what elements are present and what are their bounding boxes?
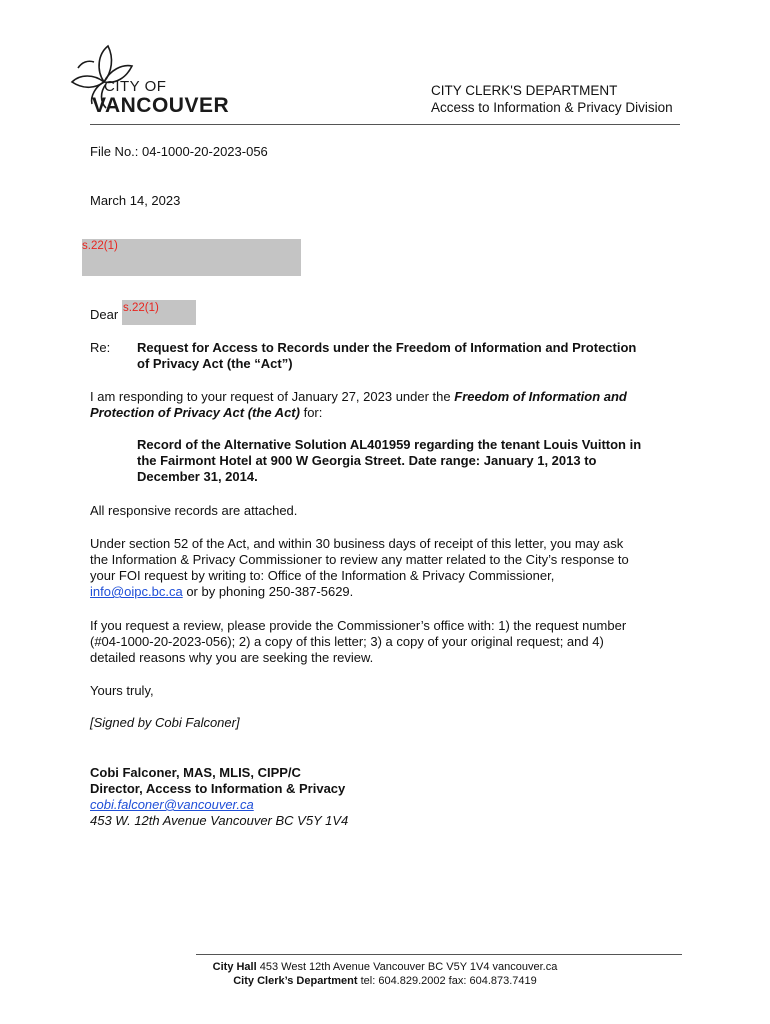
footer-city-hall: City Hall (212, 961, 257, 973)
section-52-paragraph (90, 536, 684, 600)
footer-contact: tel: 604.829.2002 fax: 604.873.7419 (357, 975, 537, 987)
request-description (137, 437, 683, 485)
signed-note: [Signed by Cobi Falconer] (90, 715, 240, 730)
footer-divider (196, 954, 682, 955)
redaction-label-name: s.22(1) (123, 302, 159, 314)
subject-line-1: Request for Access to Records under the Freedom of Information and Protection (137, 340, 637, 355)
request-line-3: December 31, 2014. (137, 469, 258, 484)
section-52-line-3: your FOI request by writing to: Office of the Information & Privacy Commissioner, (90, 568, 555, 583)
division-name: Access to Information & Privacy Division (431, 100, 673, 115)
city-of-vancouver-logo (66, 42, 246, 118)
footer-department: City Clerk’s Department (233, 975, 358, 987)
signatory-email-link[interactable]: cobi.falconer@vancouver.ca (90, 797, 254, 812)
logo-city-of: CITY OF (104, 78, 167, 95)
intro-tail: for: (299, 405, 323, 420)
signatory-address: 453 W. 12th Avenue Vancouver BC V5Y 1V4 (90, 813, 349, 828)
closing: Yours truly, (90, 683, 154, 698)
signatory-title: Director, Access to Information & Privacy (90, 781, 346, 796)
request-line-2: the Fairmont Hotel at 900 W Georgia Street. Date range: January 1, 2013 to (137, 453, 597, 468)
redaction-label: s.22(1) (82, 240, 118, 252)
logo-vancouver: VANCOUVER (92, 94, 230, 117)
request-line-1: Record of the Alternative Solution AL401959 regarding the tenant Louis Vuitton in (137, 437, 642, 452)
department-name: CITY CLERK'S DEPARTMENT (431, 83, 618, 98)
subject-line-2: of Privacy Act (the “Act”) (137, 356, 293, 371)
oipc-email-link[interactable]: info@oipc.bc.ca (90, 584, 183, 599)
act-name-part2: Protection of Privacy Act (the Act) (90, 405, 300, 420)
header-divider (90, 124, 680, 125)
attached-statement: All responsive records are attached. (90, 503, 298, 518)
subject (137, 340, 683, 372)
section-52-line-2: the Information & Privacy Commissioner to review any matter related to the City’s response to (90, 552, 629, 567)
redacted-address (82, 239, 301, 276)
intro-paragraph (90, 389, 684, 421)
letter-date: March 14, 2023 (90, 193, 181, 208)
review-line-2: (#04-1000-20-2023-056); 2) a copy of this letter; 3) a copy of your original request; and 4) (90, 634, 604, 649)
signature-block (90, 765, 684, 829)
section-52-line-1: Under section 52 of the Act, and within 30 business days of receipt of this letter, you may ask (90, 536, 624, 551)
redacted-name (122, 300, 196, 325)
footer-address: 453 West 12th Avenue Vancouver BC V5Y 1V4 vancouver.ca (256, 961, 558, 973)
signatory-name: Cobi Falconer, MAS, MLIS, CIPP/C (90, 765, 301, 780)
review-line-3: detailed reasons why you are seeking the review. (90, 650, 374, 665)
re-label: Re: (90, 340, 111, 355)
phone-text: or by phoning 250-387-5629. (182, 584, 354, 599)
salutation: Dear (90, 307, 119, 322)
footer-line-2 (150, 974, 620, 988)
act-name-part1: Freedom of Information and (454, 389, 627, 404)
department-header (431, 82, 731, 116)
intro-text: I am responding to your request of January 27, 2023 under the (90, 389, 455, 404)
file-number: File No.: 04-1000-20-2023-056 (90, 144, 268, 159)
footer-line-1 (150, 960, 620, 974)
review-line-1: If you request a review, please provide the Commissioner’s office with: 1) the request number (90, 618, 627, 633)
review-paragraph (90, 618, 684, 666)
